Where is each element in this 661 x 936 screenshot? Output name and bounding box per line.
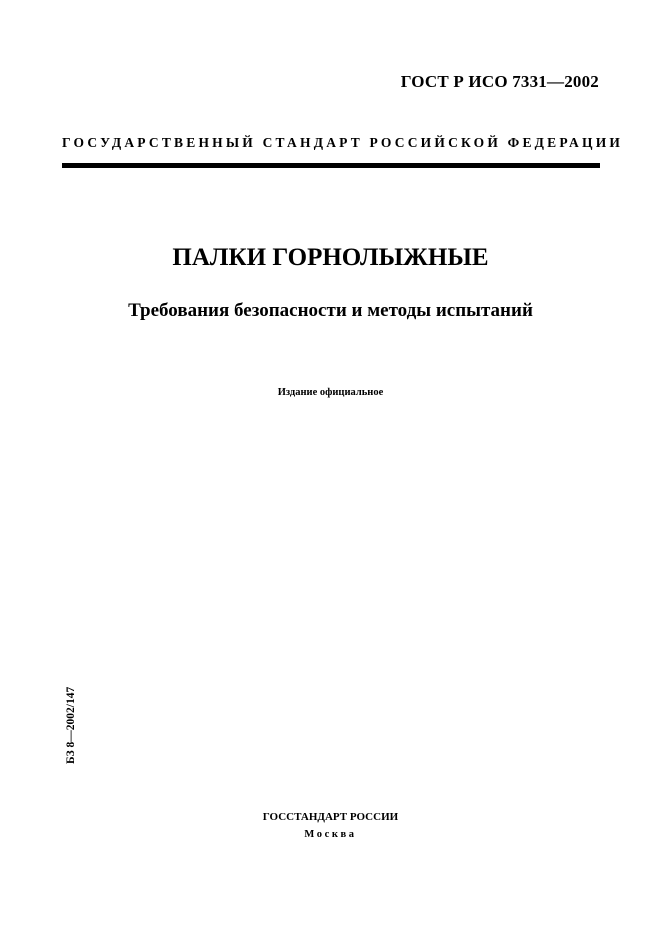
document-title: ПАЛКИ ГОРНОЛЫЖНЫЕ <box>172 244 489 271</box>
standard-header: ГОСУДАРСТВЕННЫЙ СТАНДАРТ РОССИЙСКОЙ ФЕДЕРАЦИИ <box>62 135 624 150</box>
document-number: ГОСТ Р ИСО 7331—2002 <box>400 72 599 91</box>
document-subtitle: Требования безопасности и методы испытаний <box>128 300 533 321</box>
header-divider <box>62 163 600 168</box>
publisher: ГОССТАНДАРТ РОССИИ <box>262 811 399 823</box>
publication-city: Москва <box>304 829 357 840</box>
edition-note: Издание официальное <box>277 387 384 398</box>
side-catalog-code: БЗ 8—2002/147 <box>65 686 77 764</box>
